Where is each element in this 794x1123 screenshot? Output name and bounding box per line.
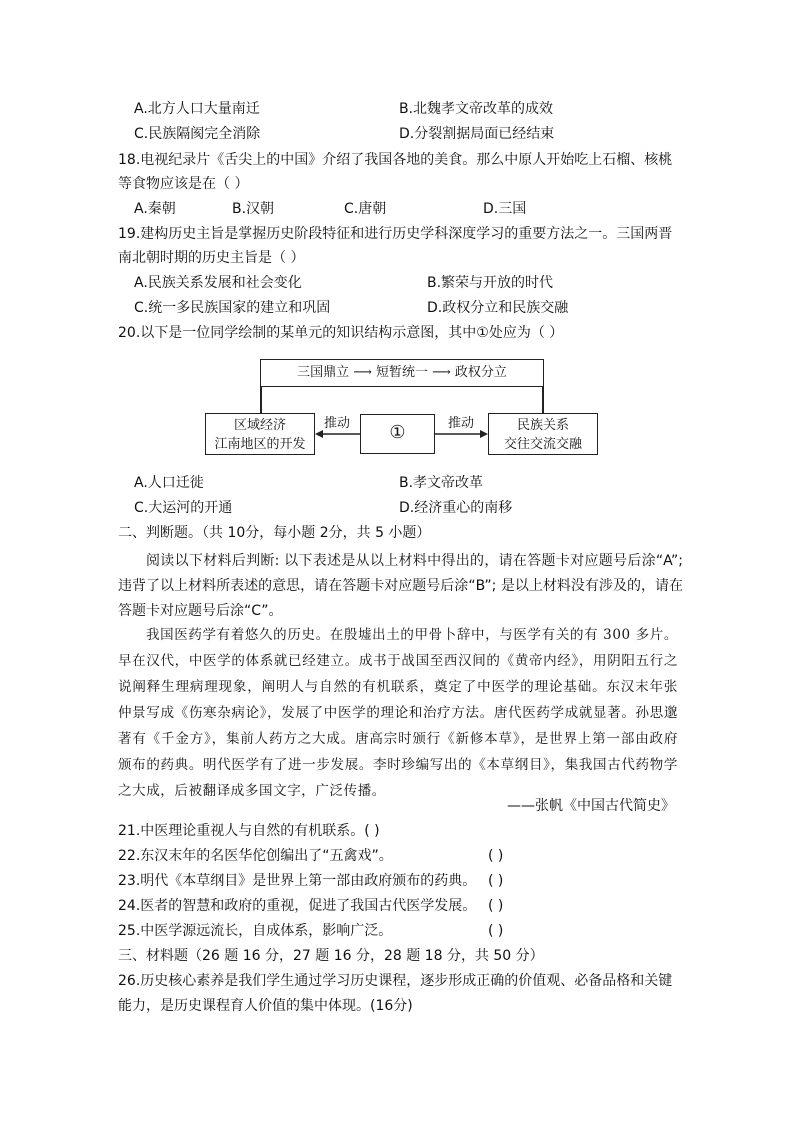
q25-answer-blank: ( ) [488, 923, 504, 939]
q18-option-a: A.秦朝 [134, 201, 176, 217]
q26-stem-line1: 26.历史核心素养是我们学生通过学习历史课程，逐步形成正确的价值观、必备品格和关键 [118, 973, 673, 989]
q22: 22.东汉末年的名医华佗创编出了“五禽戏”。 [118, 848, 393, 864]
q19-stem-line1: 19.建构历史主旨是掌握历史阶段特征和进行历史学科深度学习的重要方法之一。三国两晋 [118, 226, 673, 242]
q19-option-d: D.政权分立和民族交融 [427, 300, 569, 316]
section2-instructions: 阅读以下材料后判断: 以下表述是从以上材料中得出的，请在答题卡对应题号后涂“A”; 违背了以上材料所表述的意思，请在答题卡对应题号后涂“B”; 是以上材料没有涉及的，请在答题卡对应题号后涂“C”。 [118, 553, 683, 619]
q21: 21.中医理论重视人与自然的有机联系。( ) [118, 823, 380, 839]
diagram-left-line2: 江南地区的开发 [214, 437, 306, 452]
q18-stem-line2: 等食物应该是在（ ） [118, 176, 249, 192]
q26-stem-line2: 能力，是历史课程育人价值的集中体现。(16分) [118, 998, 413, 1014]
diagram-right-box [488, 413, 598, 455]
q18-option-b: B.汉朝 [232, 201, 275, 217]
q24: 24.医者的智慧和政府的重视，促进了我国古代医学发展。 [118, 898, 477, 914]
q19-option-c: C.统一多民族国家的建立和巩固 [134, 300, 331, 316]
q22-answer-blank: ( ) [488, 848, 504, 864]
q20-option-c: C.大运河的开通 [134, 500, 233, 516]
diagram-arrow-left-label: 推动 [324, 416, 351, 431]
diagram-connector-left [260, 387, 262, 413]
q17-option-b: B.北魏孝文帝改革的成效 [399, 101, 554, 117]
diagram-left-line1: 区域经济 [233, 418, 286, 433]
diagram-center-box [360, 414, 435, 454]
q19-option-a: A.民族关系发展和社会变化 [134, 275, 302, 291]
q24-answer-blank: ( ) [488, 898, 504, 914]
material-source: ——张帆《中国古代简史》 [507, 798, 675, 814]
material-passage: 我国医药学有着悠久的历史。在殷墟出土的甲骨卜辞中，与医学有关的有 300 多片。早在汉代，中医学的体系就已经建立。成书于战国至西汉间的《黄帝内经》，用阴阳五行之说阐释生理病理现象，阐明人与自然的有机联系，奠定了中医学的理论基础。东汉末年张仲景写成《伤寒杂病论》，发展了中医学的理论和治疗方法。唐代医药学成就显著。孙思邈著有《千金方》，集前人药方之大成。唐高宗时颁行《新修本草》，是世界上第一部由政府颁布的药典。明代医学有了进一步发展。李时珍编写出的《本草纲目》，集我国古代药物学之大成，后被翻译成多国文字，广泛传播。 [118, 627, 678, 799]
diagram-left-box [205, 413, 315, 455]
knowledge-diagram [200, 356, 600, 466]
diagram-connector-right [542, 387, 544, 413]
q23-answer-blank: ( ) [488, 873, 504, 889]
q20-stem: 20.以下是一位同学绘制的某单元的知识结构示意图，其中①处应为（ ） [118, 325, 564, 341]
diagram-top-text: 三国鼎立 ⟶ 短暂统一 ⟶ 政权分立 [297, 365, 507, 380]
q18-stem-line1: 18.电视纪录片《舌尖上的中国》介绍了我国各地的美食。那么中原人开始吃上石榴、核桃 [118, 152, 673, 168]
diagram-arrow-right-label: 推动 [448, 416, 475, 431]
q17-option-a: A.北方人口大量南迁 [134, 101, 260, 117]
diagram-right-line1: 民族关系 [516, 418, 569, 433]
q18-option-c: C.唐朝 [344, 201, 387, 217]
q18-option-d: D.三国 [483, 201, 527, 217]
section3-heading: 三、材料题（26 题 16 分，27 题 16 分，28 题 18 分，共 50 分） [118, 948, 544, 964]
q17-option-d: D.分裂割据局面已经结束 [399, 126, 555, 142]
q19-stem-line2: 南北朝时期的历史主旨是（ ） [118, 250, 305, 266]
diagram-center-marker: ① [389, 422, 406, 443]
diagram-top-box [260, 359, 544, 387]
q20-option-b: B.孝文帝改革 [399, 475, 484, 491]
q17-option-c: C.民族隔阂完全消除 [134, 126, 261, 142]
diagram-right-line2: 交往交流交融 [503, 437, 582, 452]
q19-option-b: B.繁荣与开放的时代 [427, 275, 554, 291]
q25: 25.中医学源远流长，自成体系，影响广泛。 [118, 923, 393, 939]
q20-option-d: D.经济重心的南移 [399, 500, 513, 516]
section2-heading: 二、判断题。（共 10分，每小题 2分，共 5 小题） [118, 525, 431, 541]
q23: 23.明代《本草纲目》是世界上第一部由政府颁布的药典。 [118, 873, 477, 889]
q20-option-a: A.人口迁徙 [134, 475, 204, 491]
